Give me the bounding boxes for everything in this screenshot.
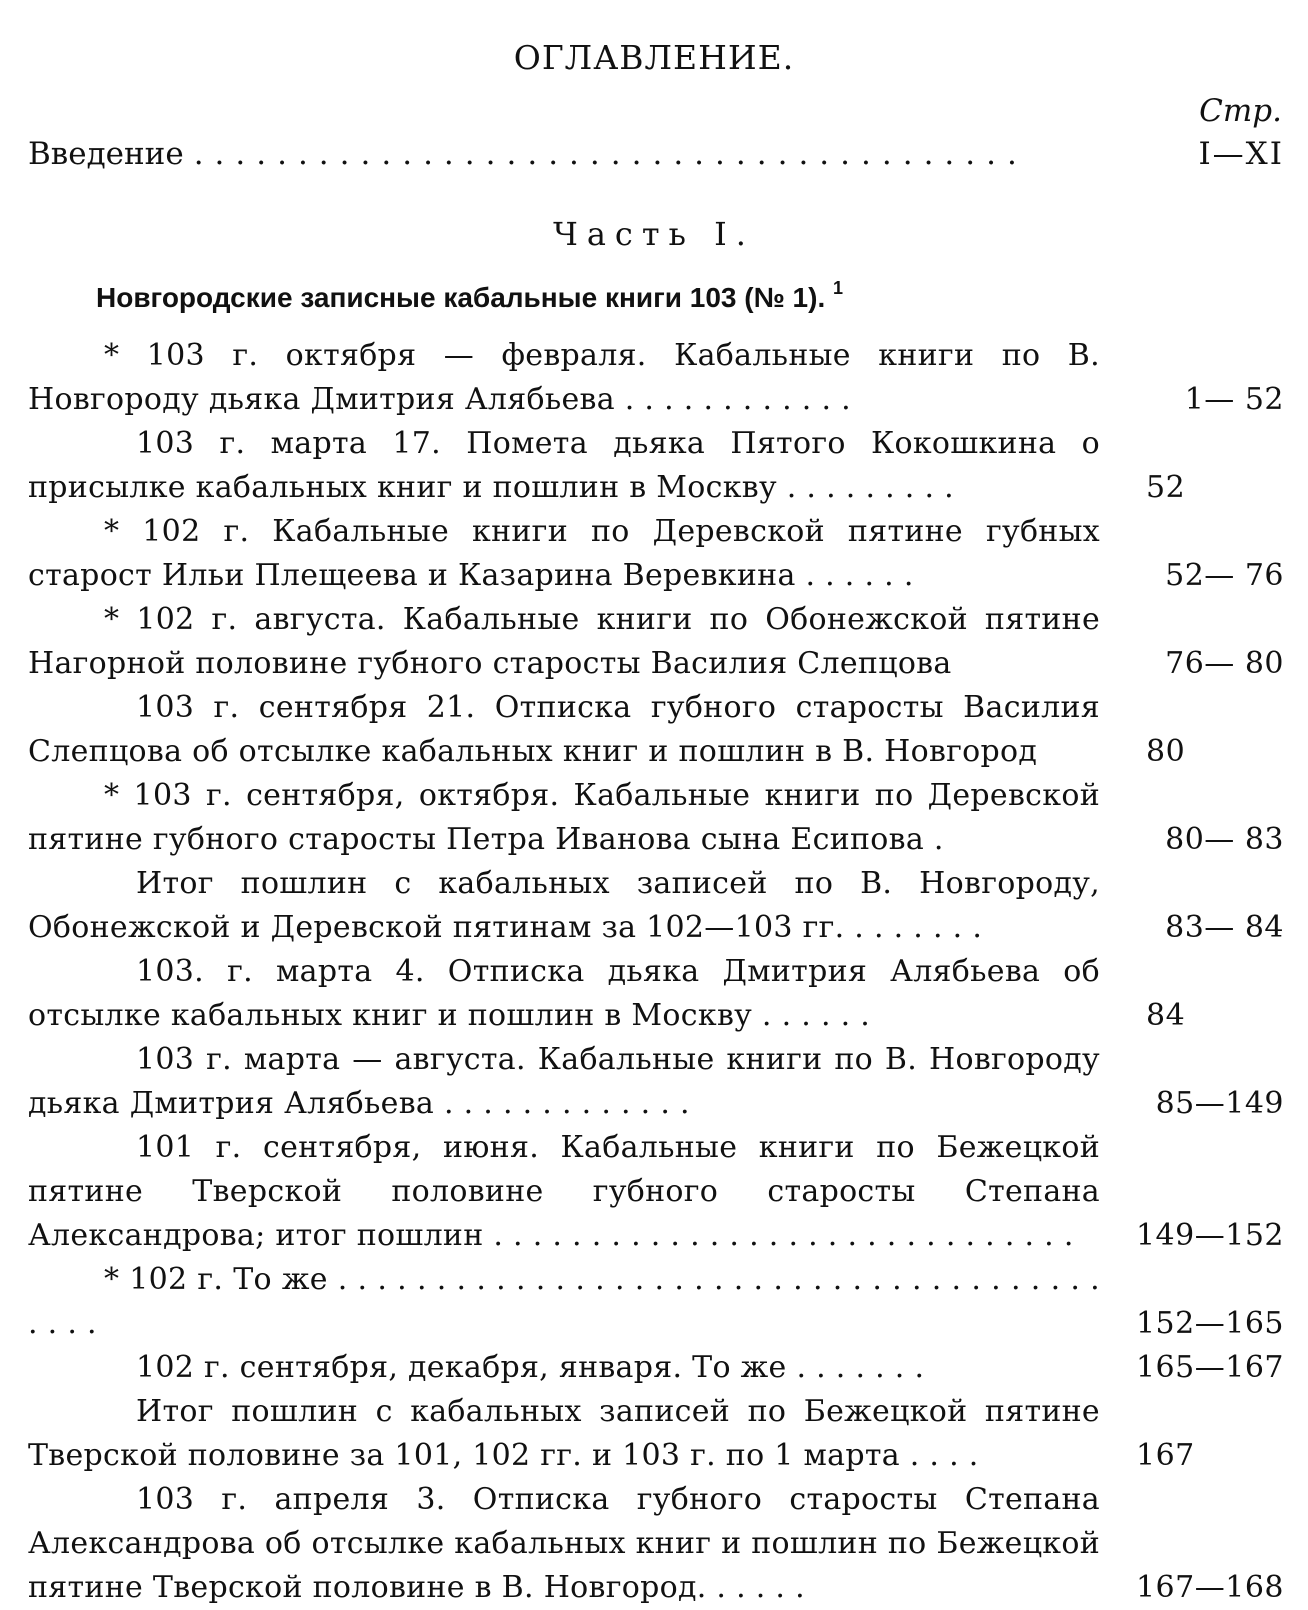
toc-entry-text: * 102 г. августа. Кабальные книги по Обонежской пятине Нагорной половине губного старосты Василия Слепцова [28,602,1100,681]
toc-entry-text: 103 г. марта 17. Помета дьяка Пятого Кокошкина о присылке кабальных книг и пошлин в Москву . . . . . . . . . [28,426,1100,505]
toc-entry-pages: 52 [1146,470,1186,505]
toc-entry-pages: 1— 52 [1184,382,1284,417]
toc-entry-text: 103. г. марта 4. Отписка дьяка Дмитрия Алябьева об отсылке кабальных книг и пошлин в Москву . . . . . . [28,954,1100,1033]
toc-entry-pages: 165—167 [1135,1350,1284,1385]
toc-entry-text: Итог пошлин с кабальных записей по В. Новгороду, Обонежской и Деревской пятинам за 102—103 гг. . . . . . . . [28,866,1100,945]
section-title: Новгородские записные кабальные книги 103 (№ 1). [96,282,826,313]
toc-entry-text: 103 г. марта — августа. Кабальные книги по В. Новгороду дьяка Дмитрия Алябьева . . . . . . . . . . . . . [28,1042,1100,1121]
toc-entry-pages: 84 [1146,998,1186,1033]
toc-entry-pages: 167—168 [1135,1570,1284,1605]
introduction-pages: I—XI [1198,136,1284,172]
toc-entry-pages: 85—149 [1155,1086,1284,1121]
toc-entry[interactable] [28,774,1284,862]
toc-entry[interactable] [28,510,1284,598]
toc-entry-pages: 167 [1136,1438,1195,1473]
toc-entry-text: Итог пошлин с кабальных записей по Бежецкой пятине Тверской половине за 101, 102 гг. и 103 г. по 1 марта . . . . [28,1394,1100,1473]
toc-entry[interactable] [28,1390,1284,1478]
toc-entry[interactable] [28,1346,1284,1390]
toc-entry-text: * 102 г. Кабальные книги по Деревской пятине губных старост Ильи Плещеева и Казарина Веревкина . . . . . . [28,514,1100,593]
toc-entry[interactable] [28,1258,1284,1346]
section-heading [96,278,844,314]
toc-entry-pages: 76— 80 [1165,646,1284,681]
toc-entry-pages: 52— 76 [1165,558,1284,593]
toc-entry[interactable] [28,950,1284,1038]
toc-entry-text: 102 г. сентября, декабря, января. То же . . . . . . . [136,1350,925,1385]
page-title: ОГЛАВЛЕНИЕ. [513,38,795,77]
toc-entry-text: * 103 г. октября — февраля. Кабальные книги по В. Новгороду дьяка Дмитрия Алябьева . . . . . . . . . . . . [28,338,1100,417]
introduction-label: Введение [28,136,184,172]
toc-entry[interactable] [28,598,1284,686]
part-heading: Часть I. [553,215,755,253]
toc-entry-pages: 83— 84 [1165,910,1284,945]
toc-entry[interactable] [28,1478,1284,1610]
toc-entry-text: * 102 г. То же . . . . . . . . . . . . . . . . . . . . . . . . . . . . . . . . . . . . . . . . . . . [28,1262,1100,1341]
toc-entry-pages: 80 [1146,734,1186,769]
toc-entry-list [28,334,1284,1610]
toc-entry-pages: 80— 83 [1165,822,1284,857]
toc-entry[interactable] [28,422,1284,510]
toc-entry[interactable] [28,862,1284,950]
dot-leader: ........................................ [193,136,1028,172]
toc-entry[interactable] [28,1126,1284,1258]
toc-entry[interactable] [28,686,1284,774]
footnote-marker: 1 [833,278,844,298]
toc-entry[interactable] [28,334,1284,422]
page-column-label: Стр. [1199,93,1282,129]
toc-entry-pages: 149—152 [1135,1218,1284,1253]
toc-entry-introduction[interactable] [28,134,1284,174]
toc-entry-text: 103 г. апреля 3. Отписка губного старосты Степана Александрова об отсылке кабальных книг и пошлин по Бежецкой пятине Тверской половине в В. Новгород. . . . . . [28,1482,1101,1605]
toc-entry-text: 101 г. сентября, июня. Кабальные книги по Бежецкой пятине Тверской половине губного старосты Степана Александрова; итог пошлин . . . . . . . . . . . . . . . . . . . . . . . . . . . . . . [28,1130,1100,1253]
toc-entry-pages: 152—165 [1135,1306,1284,1341]
toc-entry-text: 103 г. сентября 21. Отписка губного старосты Василия Слепцова об отсылке кабальных книг и пошлин в В. Новгород [28,690,1100,769]
toc-entry[interactable] [28,1038,1284,1126]
toc-entry-text: * 103 г. сентября, октября. Кабальные книги по Деревской пятине губного старосты Петра Иванова сына Есипова . [28,778,1100,857]
